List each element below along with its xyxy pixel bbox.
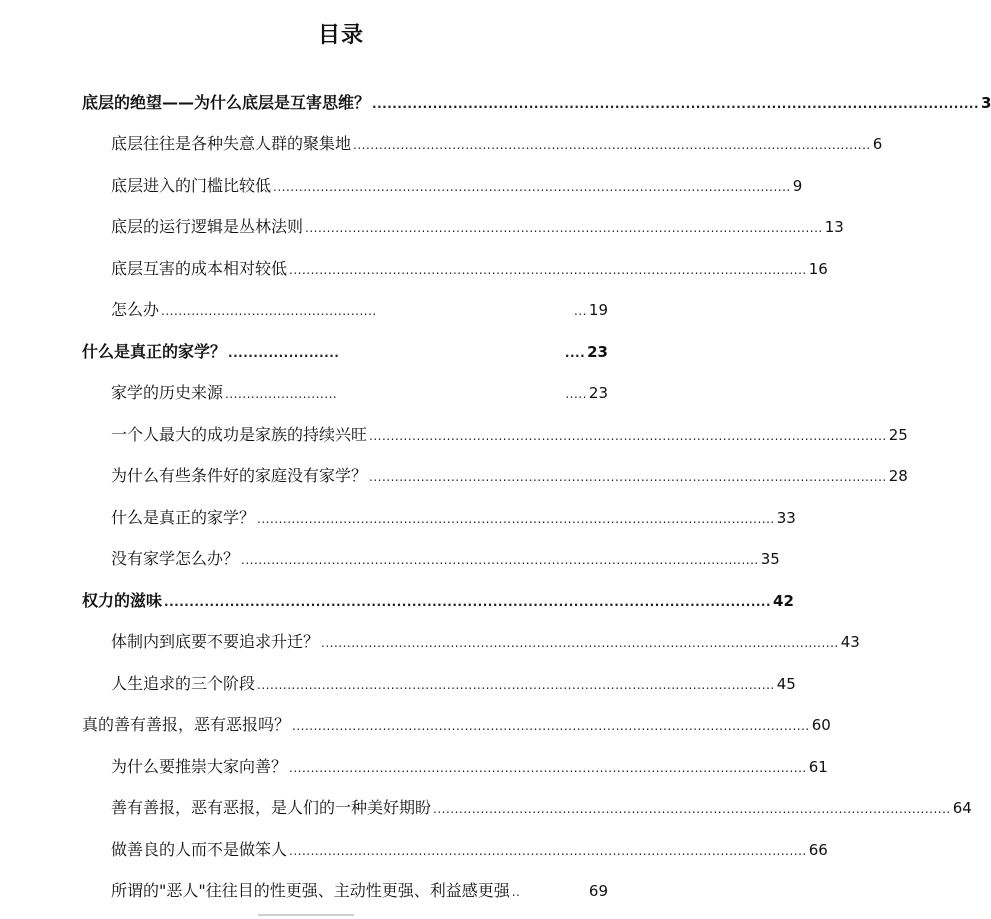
toc-entry[interactable] [111, 465, 908, 487]
dot-leader: ........................................................................................................................ [369, 429, 887, 443]
toc-entry-label: 底层互害的成本相对较低 [111, 259, 288, 278]
toc-entry[interactable] [82, 590, 794, 612]
toc-entry[interactable] [82, 714, 831, 736]
toc-entry-label: 什么是真正的家学？ [111, 508, 256, 527]
dot-leader: ........................................................................................................................ [369, 470, 887, 484]
toc-entry-page: 3 [981, 94, 991, 112]
dot-leader: ........................................................................................................................ [241, 553, 759, 567]
dot-leader: ...................... [228, 346, 340, 360]
toc-entry[interactable] [82, 92, 991, 114]
toc-entry-label: 底层的运行逻辑是丛林法则 [111, 217, 304, 236]
toc-entry-page: 23 [587, 343, 608, 361]
toc-entry-page: 69 [588, 882, 608, 900]
toc-entry-page: 61 [808, 758, 828, 776]
dot-leader: ........................................................................................................................ [321, 636, 839, 650]
dot-leader: ........................................................................................................................ [273, 180, 791, 194]
toc-entry-label: 权力的滋味 [82, 591, 163, 610]
toc-entry-page: 19 [588, 301, 608, 319]
toc-entry[interactable] [111, 880, 608, 902]
toc-entry-label: 做善良的人而不是做笨人 [111, 840, 288, 859]
toc-entry-page: 16 [808, 260, 828, 278]
toc-entry-label: 一个人最大的成功是家族的持续兴旺 [111, 425, 368, 444]
toc-entry-page: 60 [811, 716, 831, 734]
toc-entry[interactable] [111, 507, 796, 529]
dot-leader: .... [564, 346, 586, 360]
toc-entry[interactable] [111, 133, 883, 155]
toc-entry[interactable] [111, 382, 608, 404]
toc-entry-label: 所谓的"恶人"往往目的性更强、主动性更强、利益感更强 [111, 881, 510, 900]
toc-entry-page: 64 [952, 799, 972, 817]
toc-entry[interactable] [111, 839, 828, 861]
toc-entry-label: 底层进入的门槛比较低 [111, 176, 272, 195]
toc-entry-page: 43 [840, 633, 860, 651]
toc-entry-page: 45 [776, 675, 796, 693]
toc-entry-label: 没有家学怎么办？ [111, 549, 240, 568]
dot-leader: ........................................................................................................................ [257, 512, 775, 526]
toc-entry-label: 为什么要推崇大家向善？ [111, 757, 288, 776]
toc-entry-page: 66 [808, 841, 828, 859]
toc-entry[interactable] [111, 631, 860, 653]
dot-leader: ........................................................................................................................ [257, 678, 775, 692]
toc-entry-page: 23 [588, 384, 608, 402]
toc-entry-page: 13 [824, 218, 844, 236]
toc-entry-page: 33 [776, 509, 796, 527]
bottom-divider [258, 914, 354, 916]
toc-entry-label: 底层往往是各种失意人群的聚集地 [111, 134, 352, 153]
toc-entry-label: 怎么办 [111, 300, 160, 319]
toc-entry[interactable] [111, 424, 908, 446]
dot-leader: ........................................................................................................................ [289, 761, 807, 775]
toc-entry[interactable] [111, 797, 972, 819]
dot-leader: ..... [565, 387, 587, 401]
toc-entry[interactable] [82, 341, 608, 363]
toc-entry-page: 28 [888, 467, 908, 485]
toc-entry-label: 善有善报，恶有恶报，是人们的一种美好期盼 [111, 798, 432, 817]
page-title: 目录 [317, 23, 364, 48]
toc-entry-page: 35 [760, 550, 780, 568]
dot-leader: .................................................. [161, 304, 377, 318]
toc-entry[interactable] [111, 673, 796, 695]
dot-leader: ........................................................................................................................ [289, 263, 807, 277]
toc-entry[interactable] [111, 299, 608, 321]
dot-leader: ... [573, 304, 587, 318]
dot-leader: .. [511, 885, 521, 899]
toc-entry-page: 9 [792, 177, 803, 195]
dot-leader: ........................................................................................................................ [164, 595, 772, 609]
dot-leader: .......................... [225, 387, 338, 401]
toc-entry-label: 真的善有善报，恶有恶报吗？ [82, 715, 291, 734]
toc-entry-page: 42 [773, 592, 794, 610]
toc-entry-page: 6 [872, 135, 883, 153]
toc-entry-label: 人生追求的三个阶段 [111, 674, 256, 693]
dot-leader: ........................................................................................................................ [372, 97, 980, 111]
toc-entry-label: 家学的历史来源 [111, 383, 224, 402]
toc-entry[interactable] [111, 548, 780, 570]
dot-leader: ........................................................................................................................ [289, 844, 807, 858]
dot-leader: ........................................................................................................................ [305, 221, 823, 235]
dot-leader: ........................................................................................................................ [292, 719, 810, 733]
toc-entry[interactable] [111, 175, 803, 197]
toc-entry[interactable] [111, 258, 828, 280]
toc-entry-label: 底层的绝望——为什么底层是互害思维？ [82, 93, 371, 112]
toc-entry-page: 25 [888, 426, 908, 444]
toc-entry[interactable] [111, 756, 828, 778]
toc-entry-label: 为什么有些条件好的家庭没有家学？ [111, 466, 368, 485]
toc-entry-label: 什么是真正的家学？ [82, 342, 227, 361]
toc-entry[interactable] [111, 216, 844, 238]
dot-leader: ........................................................................................................................ [433, 802, 951, 816]
dot-leader: ........................................................................................................................ [353, 138, 871, 152]
toc-entry-label: 体制内到底要不要追求升迁？ [111, 632, 320, 651]
